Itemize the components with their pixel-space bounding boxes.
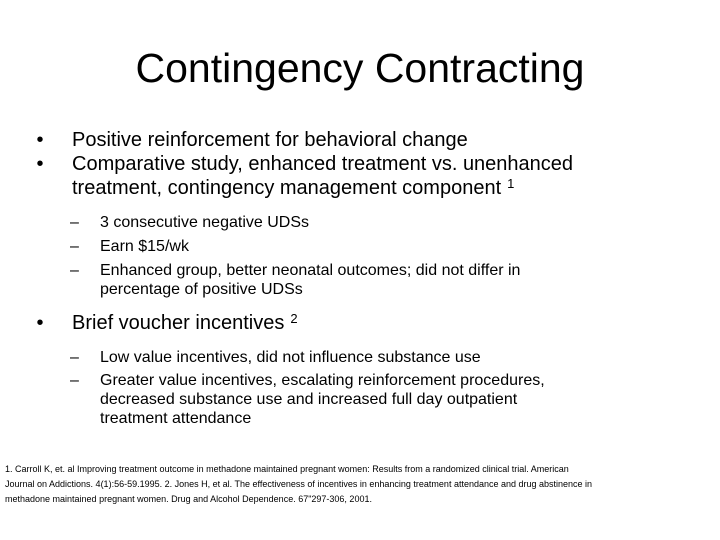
- bullet-text: Positive reinforcement for behavioral change: [72, 129, 468, 151]
- bullet-text: treatment, contingency management component: [72, 177, 502, 199]
- sub-item: [30, 348, 710, 367]
- sub-item-text: decreased substance use and increased full day outpatient: [100, 391, 518, 408]
- reference-line: 1. Carroll K, et. al Improving treatment outcome in methadone maintained pregnant women: Results from a randomized clinical trial. American: [5, 464, 569, 474]
- bullet-item: [30, 311, 710, 335]
- sub-item-text: Earn $15/wk: [100, 238, 189, 255]
- sub-item: [30, 261, 710, 299]
- slide-body: [30, 128, 710, 428]
- bullet-text-line: [72, 176, 710, 200]
- sub-item-text: 3 consecutive negative UDSs: [100, 214, 309, 231]
- dash-glyph: –: [70, 372, 79, 389]
- bullet-glyph: •: [36, 129, 44, 151]
- reference-marker: 1: [507, 176, 515, 191]
- dash-glyph: –: [70, 349, 79, 366]
- bullet-text-line: Comparative study, enhanced treatment vs. unenhanced: [72, 153, 574, 175]
- bullet-glyph: •: [36, 312, 44, 334]
- dash-glyph: –: [70, 214, 79, 231]
- bullet-glyph: •: [36, 153, 44, 175]
- sub-item-text: percentage of positive UDSs: [100, 281, 303, 298]
- sub-item-text: Low value incentives, did not influence substance use: [100, 349, 481, 366]
- slide-title: Contingency Contracting: [135, 45, 585, 91]
- bullet-item: [30, 128, 710, 152]
- sub-item: [30, 213, 710, 232]
- dash-glyph: –: [70, 262, 79, 279]
- sub-item-text: treatment attendance: [100, 410, 252, 427]
- dash-glyph: –: [70, 238, 79, 255]
- reference-marker: 2: [290, 311, 298, 326]
- sub-item: [30, 371, 710, 428]
- sub-item-text: Greater value incentives, escalating reinforcement procedures,: [100, 372, 545, 389]
- references-footnote: [5, 462, 717, 507]
- bullet-item: [30, 152, 710, 200]
- sub-item: [30, 237, 710, 256]
- reference-line: Journal on Addictions. 4(1):56-59.1995. 2. Jones H, et al. The effectiveness of incentives in enhancing treatment attendance and drug abstinence in: [5, 479, 593, 489]
- reference-line: methadone maintained pregnant women. Drug and Alcohol Dependence. 67"297-306, 2001.: [5, 494, 372, 504]
- sub-item-text: Enhanced group, better neonatal outcomes; did not differ in: [100, 262, 521, 279]
- bullet-text: Brief voucher incentives: [72, 312, 285, 334]
